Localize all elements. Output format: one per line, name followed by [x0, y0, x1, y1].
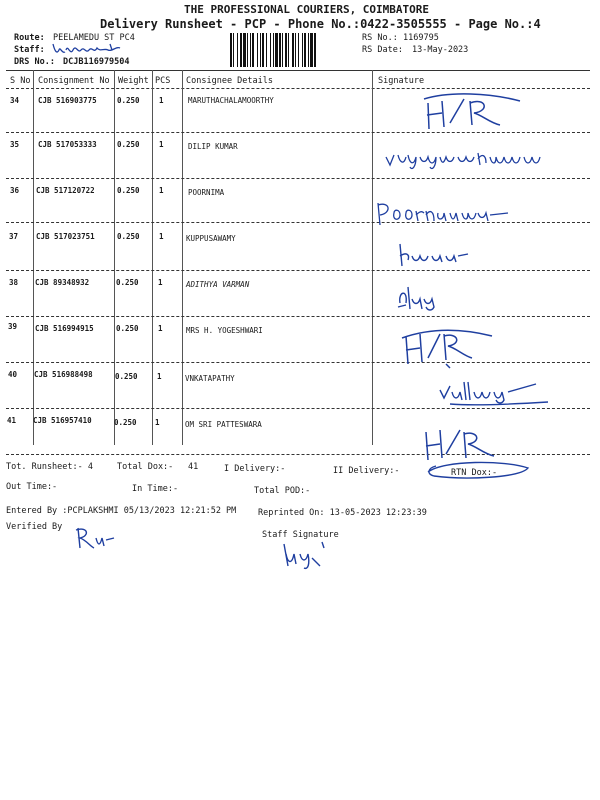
- row-separator: [6, 178, 590, 179]
- col-header-signature: Signature: [378, 76, 425, 86]
- staff-label: Staff:: [14, 45, 45, 55]
- runsheet-subtitle: Delivery Runsheet - PCP - Phone No.:0422-3505555 - Page No.:4: [100, 17, 541, 31]
- row-pcs: 1: [158, 278, 163, 287]
- row-weight: 0.250: [117, 232, 140, 241]
- row-weight: 0.250: [117, 96, 140, 105]
- route-value: PEELAMEDU ST PC4: [53, 33, 135, 43]
- row-sno: 35: [10, 140, 20, 149]
- row-consignee: DILIP KUMAR: [188, 142, 238, 151]
- row-separator: [6, 362, 590, 363]
- row-consignment: CJB 517053333: [38, 140, 97, 149]
- signature-35: [382, 143, 542, 173]
- barcode-bar: [295, 33, 296, 67]
- ii-delivery: II Delivery:-: [333, 466, 400, 476]
- rs-date-value: 13-May-2023: [412, 45, 469, 55]
- row-consignee: ADITHYA VARMAN: [186, 280, 250, 289]
- row-pcs: 1: [157, 372, 162, 381]
- col-header-consignee: Consignee Details: [186, 76, 273, 86]
- signature-37: [394, 240, 474, 270]
- row-weight: 0.250: [117, 186, 140, 195]
- out-time: Out Time:-: [6, 482, 58, 492]
- col-header-weight: Weight: [118, 76, 149, 86]
- signature-36: [372, 199, 512, 229]
- row-pcs: 1: [159, 186, 164, 195]
- row-separator: [6, 316, 590, 317]
- row-pcs: 1: [159, 232, 164, 241]
- staff-signature-label: Staff Signature: [262, 530, 339, 540]
- row-separator: [6, 270, 590, 271]
- verified-by-signature: [70, 522, 120, 552]
- barcode-bar: [243, 33, 246, 67]
- i-delivery: I Delivery:-: [224, 464, 286, 474]
- col-divider: [33, 70, 34, 445]
- row-sno: 38: [9, 278, 19, 287]
- barcode-image: [230, 33, 356, 67]
- row-weight: 0.250: [115, 372, 138, 381]
- row-consignee: OM SRI PATTESWARA: [185, 420, 262, 429]
- barcode-bar: [273, 33, 274, 67]
- barcode-bar: [240, 33, 242, 67]
- header-bottom-rule: [6, 88, 590, 89]
- table-top-rule: [6, 70, 590, 71]
- rtn-dox: RTN Dox:-: [451, 468, 498, 478]
- entered-by: Entered By :PCPLAKSHMI 05/13/2023 12:21:52 PM: [6, 506, 237, 516]
- row-pcs: 1: [158, 324, 163, 333]
- row-consignment: CJB 89348932: [35, 278, 90, 287]
- col-header-sno: S No: [10, 76, 31, 86]
- col-divider: [114, 70, 115, 445]
- row-consignment: CJB 516994915: [35, 324, 94, 333]
- row-pcs: 1: [159, 140, 164, 149]
- row-sno: 37: [9, 232, 19, 241]
- barcode-bar: [257, 33, 258, 67]
- row-consignment: CJB 516957410: [33, 416, 92, 425]
- row-consignee: MRS H. YOGESHWARI: [186, 326, 263, 335]
- staff-signature: [278, 540, 338, 572]
- row-pcs: 1: [159, 96, 164, 105]
- row-sno: 34: [10, 96, 20, 105]
- barcode-bar: [270, 33, 271, 67]
- rs-no-label: RS No.:: [362, 33, 398, 43]
- signature-34: [420, 93, 530, 133]
- verified-by-label: Verified By: [6, 522, 63, 532]
- row-sno: 36: [10, 186, 20, 195]
- barcode-bar: [237, 33, 238, 67]
- rs-date-label: RS Date:: [362, 45, 403, 55]
- barcode-bar: [314, 33, 316, 67]
- row-consignee: VNKATAPATHY: [185, 374, 235, 383]
- barcode-bar: [288, 33, 289, 67]
- row-sno: 41: [7, 416, 17, 425]
- rs-no-value: 1169795: [403, 33, 439, 43]
- barcode-bar: [250, 33, 251, 67]
- row-weight: 0.250: [117, 140, 140, 149]
- barcode-bar: [233, 33, 234, 67]
- drs-value: DCJB116979504: [63, 57, 130, 67]
- row-sno: 40: [8, 370, 18, 379]
- row-consignee: POORNIMA: [188, 188, 225, 197]
- col-header-pcs: PCS: [155, 76, 171, 86]
- barcode-bar: [275, 33, 278, 67]
- barcode-bar: [285, 33, 287, 67]
- barcode-bar: [302, 33, 303, 67]
- row-consignment: CJB 516903775: [38, 96, 97, 105]
- barcode-bar: [310, 33, 313, 67]
- row-sno: 39: [8, 322, 18, 331]
- row-weight: 0.250: [116, 324, 139, 333]
- company-title: THE PROFESSIONAL COURIERS, COIMBATORE: [184, 3, 430, 16]
- barcode-bar: [292, 33, 294, 67]
- barcode-bar: [266, 33, 267, 67]
- barcode-bar: [298, 33, 299, 67]
- barcode-bar: [279, 33, 281, 67]
- row-consignee: MARUTHACHALAMOORTHY: [188, 96, 274, 105]
- barcode-bar: [262, 33, 264, 67]
- col-divider: [182, 70, 183, 445]
- total-dox-label: Total Dox:-: [117, 462, 174, 472]
- row-weight: 0.250: [114, 418, 137, 427]
- row-weight: 0.250: [116, 278, 139, 287]
- total-dox-value: 41: [188, 462, 199, 472]
- signature-38: [394, 283, 454, 313]
- barcode-bar: [260, 33, 261, 67]
- drs-label: DRS No.:: [14, 57, 55, 67]
- row-consignment: CJB 517120722: [36, 186, 95, 195]
- row-consignment: CJB 516988498: [34, 370, 93, 379]
- barcode-bar: [282, 33, 283, 67]
- row-pcs: 1: [155, 418, 160, 427]
- route-label: Route:: [14, 33, 45, 43]
- barcode-bar: [252, 33, 254, 67]
- barcode-bar: [247, 33, 248, 67]
- col-divider: [152, 70, 153, 445]
- total-pod: Total POD:-: [254, 486, 311, 496]
- barcode-bar: [230, 33, 232, 67]
- in-time: In Time:-: [132, 484, 179, 494]
- reprinted-on: Reprinted On: 13-05-2023 12:23:39: [258, 508, 427, 518]
- barcode-bar: [308, 33, 309, 67]
- tot-runsheet: Tot. Runsheet:- 4: [6, 462, 93, 472]
- col-divider: [372, 70, 373, 445]
- signature-39: [400, 326, 500, 368]
- signature-40: [436, 376, 556, 410]
- col-header-consignment: Consignment No: [38, 76, 110, 86]
- row-consignment: CJB 517023751: [36, 232, 95, 241]
- row-consignee: KUPPUSAWAMY: [186, 234, 236, 243]
- barcode-bar: [304, 33, 306, 67]
